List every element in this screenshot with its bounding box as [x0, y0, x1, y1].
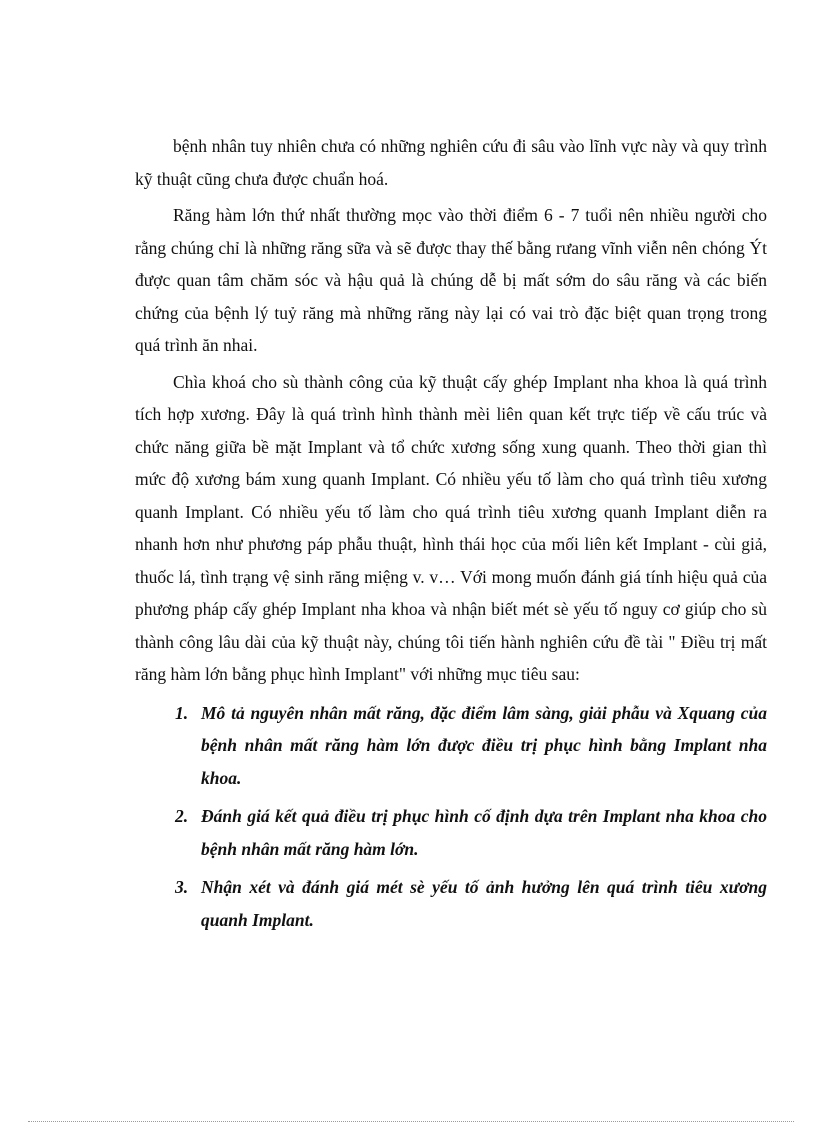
page-bottom-divider [28, 1121, 794, 1122]
objective-item [135, 800, 767, 865]
objective-text: Nhận xét và đánh giá mét sè yếu tố ảnh hưởng lên quá trình tiêu xương quanh Implant. [201, 877, 767, 930]
objective-text: Đánh giá kết quả điều trị phục hình cố định dựa trên Implant nha khoa cho bệnh nhân mất răng hàm lớn. [201, 806, 767, 859]
paragraph-molar-background: Răng hàm lớn thứ nhất thường mọc vào thời điểm 6 - 7 tuổi nên nhiều người cho rằng chúng chỉ là những răng sữa và sẽ được thay thế bằng rưang vĩnh viễn nên chóng Ýt được quan tâm chăm sóc và hậu quả là chúng dễ bị mất sớm do sâu răng và các biến chứng của bệnh lý tuỷ răng mà những răng này lại có vai trò đặc biệt quan trọng trong quá trình ăn nhai. [135, 205, 767, 355]
objective-number: 2. [175, 806, 189, 826]
objective-number: 1. [175, 702, 189, 723]
objective-number: 3. [175, 877, 189, 897]
objective-item [135, 697, 767, 795]
objective-item [135, 871, 767, 936]
objective-text: Mô tả nguyên nhân mất răng, đặc điểm lâm sàng, giải phẫu và Xquang của bệnh nhân mất răng hàm lớn được điều trị phục hình bằng Implant nha khoa. [201, 702, 767, 788]
objectives-list [135, 697, 767, 937]
page-content [135, 130, 767, 942]
paragraph-intro-continuation: bệnh nhân tuy nhiên chưa có những nghiên cứu đi sâu vào lĩnh vực này và quy trình kỹ thuật cũng chưa được chuẩn hoá. [135, 136, 767, 189]
paragraph-osseointegration: Chìa khoá cho sù thành công của kỹ thuật cấy ghép Implant nha khoa là quá trình tích hợp xương. Đây là quá trình hình thành mèi liên quan kết trực tiếp về cấu trúc và chức năng giữa bề mặt Implant và tổ chức xương sống xung quanh. Theo thời gian thì mức độ xương bám xung quanh Implant. Có nhiều yếu tố làm cho quá trình tiêu xương quanh Implant. Có nhiều yếu tố làm cho quá trình tiêu xương quanh Implant diễn ra nhanh hơn như phương páp phẫu thuật, hình thái học của mối liên kết Implant - cùi giả, thuốc lá, tình trạng vệ sinh răng miệng v. v… Với mong muốn đánh giá tính hiệu quả của phương pháp cấy ghép Implant nha khoa và nhận biết mét sè yếu tố nguy cơ giúp cho sù thành công lâu dài của kỹ thuật này, chúng tôi tiến hành nghiên cứu đề tài " Điều trị mất răng hàm lớn bằng phục hình Implant" với những mục tiêu sau: [135, 371, 767, 684]
